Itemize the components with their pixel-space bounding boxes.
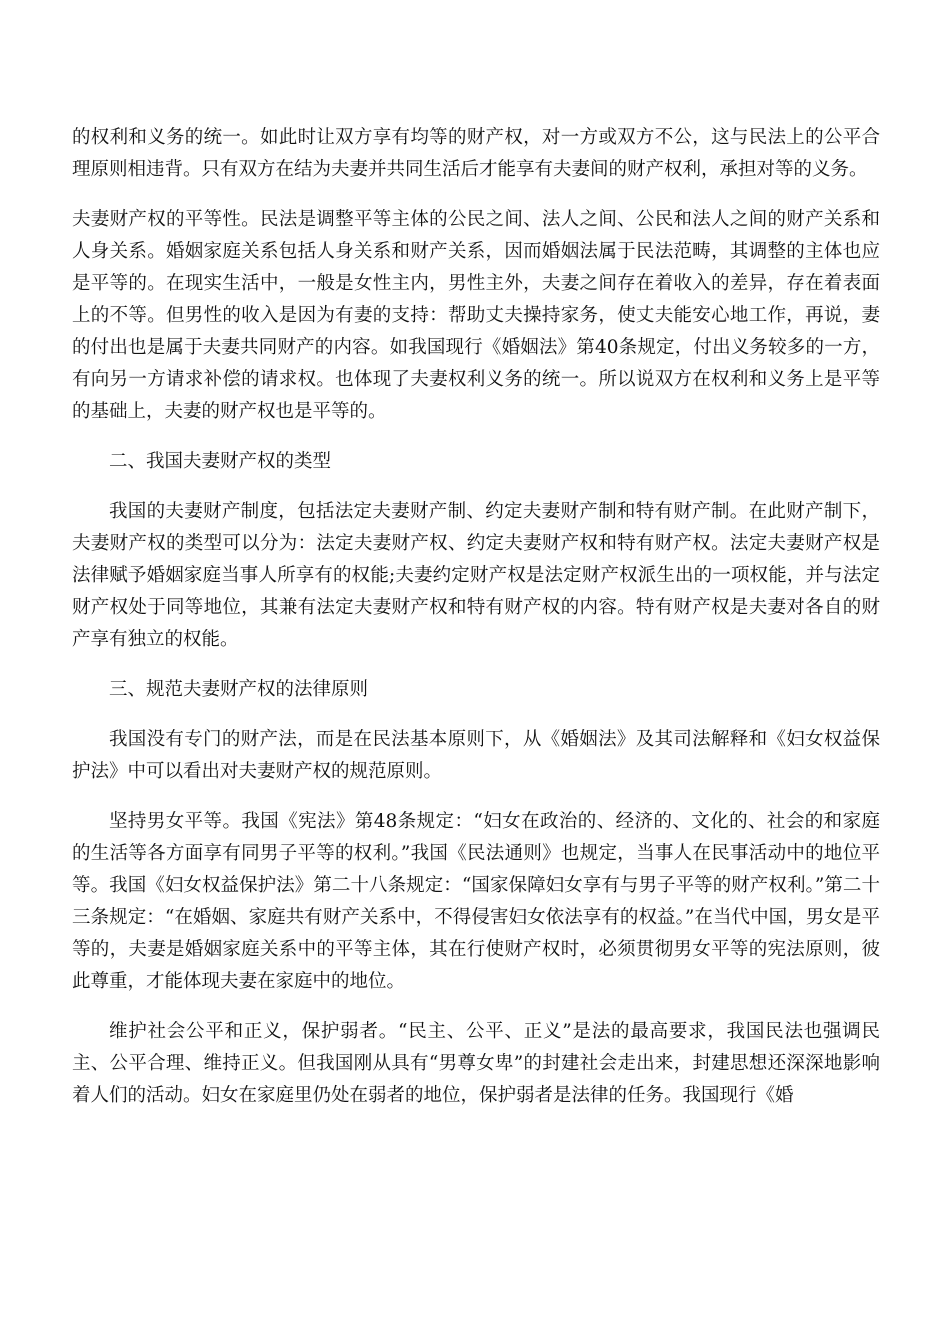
paragraph-2: 夫妻财产权的平等性。民法是调整平等主体的公民之间、法人之间、公民和法人之间的财产关系和人身关系。婚姻家庭关系包括人身关系和财产关系，因而婚姻法属于民法范畴，其调整的主体也应是平等的。在现实生活中，一般是女性主内，男性主外，夫妻之间存在着收入的差异，存在着表面上的不等。但男性的收入是因为有妻的支持：帮助丈夫操持家务，使丈夫能安心地工作，再说，妻的付出也是属于夫妻共同财产的内容。如我国现行《婚姻法》第40条规定，付出义务较多的一方，有向另一方请求补偿的请求权。也体现了夫妻权利义务的统一。所以说双方在权利和义务上是平等的基础上，夫妻的财产权也是平等的。: [72, 209, 880, 422]
paragraph-6: 维护社会公平和正义，保护弱者。“民主、公平、正义”是法的最高要求，我国民法也强调民主、公平合理、维持正义。但我国刚从具有“男尊女卑”的封建社会走出来，封建思想还深深地影响着人们的活动。妇女在家庭里仍处在弱者的地位，保护弱者是法律的任务。我国现行《婚: [72, 1021, 880, 1106]
paragraph-5: 坚持男女平等。我国《宪法》第48条规定：“妇女在政治的、经济的、文化的、社会的和家庭的生活等各方面享有同男子平等的权利。”我国《民法通则》也规定，当事人在民事活动中的地位平等。我国《妇女权益保护法》第二十八条规定：“国家保障妇女享有与男子平等的财产权利。”第二十三条规定：“在婚姻、家庭共有财产关系中，不得侵害妇女依法享有的权益。”在当代中国，男女是平等的，夫妻是婚姻家庭关系中的平等主体，其在行使财产权时，必须贯彻男女平等的宪法原则，彼此尊重，才能体现夫妻在家庭中的地位。: [72, 811, 880, 992]
section-heading-2: 二、我国夫妻财产权的类型: [109, 451, 332, 472]
document-page: [72, 122, 880, 1130]
paragraph-1: 的权利和义务的统一。如此时让双方享有均等的财产权，对一方或双方不公，这与民法上的公平合理原则相违背。只有双方在结为夫妻并共同生活后才能享有夫妻间的财产权利，承担对等的义务。: [72, 127, 880, 180]
paragraph-3: 我国的夫妻财产制度，包括法定夫妻财产制、约定夫妻财产制和特有财产制。在此财产制下，夫妻财产权的类型可以分为：法定夫妻财产权、约定夫妻财产权和特有财产权。法定夫妻财产权是法律赋予婚姻家庭当事人所享有的权能;夫妻约定财产权是法定财产权派生出的一项权能，并与法定财产权处于同等地位，其兼有法定夫妻财产权和特有财产权的内容。特有财产权是夫妻对各自的财产享有独立的权能。: [72, 501, 880, 650]
paragraph-4: 我国没有专门的财产法，而是在民法基本原则下，从《婚姻法》及其司法解释和《妇女权益保护法》中可以看出对夫妻财产权的规范原则。: [72, 729, 880, 782]
section-heading-3: 三、规范夫妻财产权的法律原则: [109, 679, 369, 700]
